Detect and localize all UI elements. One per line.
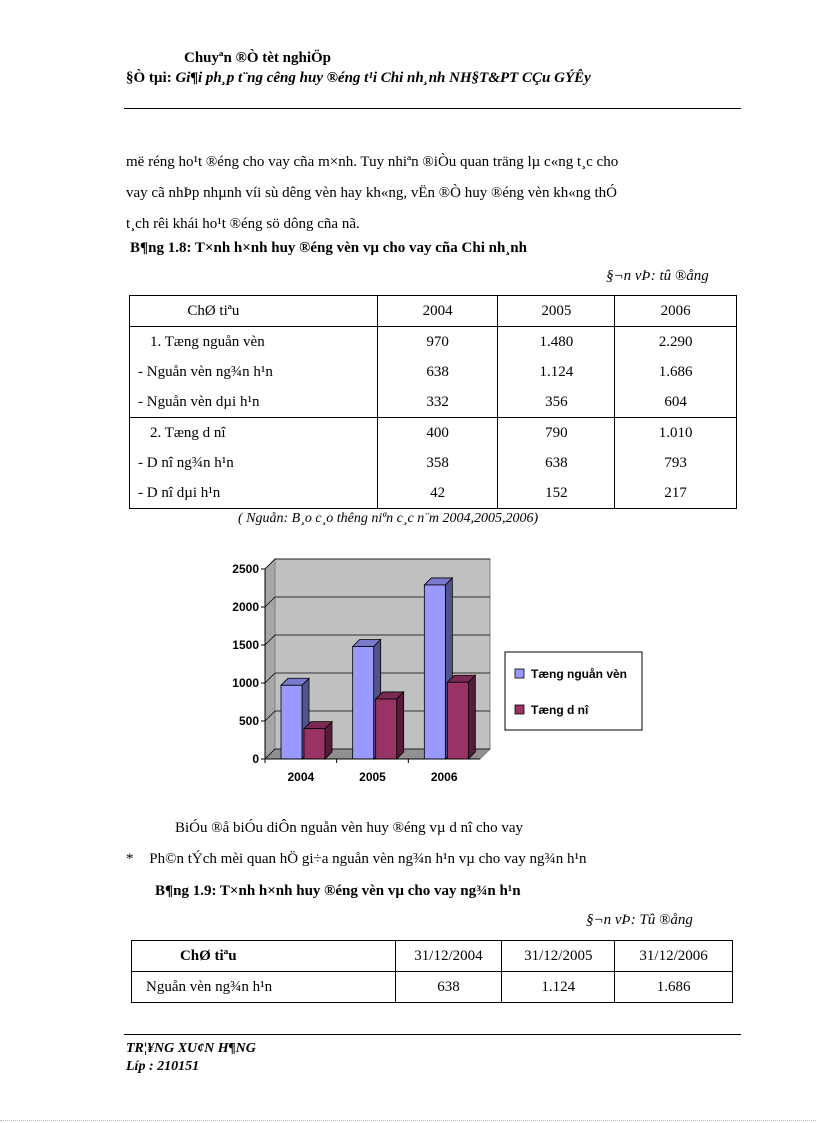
- bar: [304, 729, 325, 759]
- table-row-group: [130, 418, 737, 509]
- page-edge-divider: [0, 1120, 816, 1121]
- y-tick-label: 2000: [232, 600, 259, 614]
- table-row-group: [130, 327, 737, 418]
- table-header-cell: 31/12/2006: [639, 948, 708, 964]
- y-tick-label: 2500: [232, 562, 259, 576]
- row-label: 2. Tæng d nî: [150, 425, 226, 441]
- table-cell: 152: [545, 485, 568, 501]
- table-header-cell: ChØ tiªu: [187, 303, 240, 319]
- table-header-cell: 2006: [660, 303, 691, 319]
- table-cell: 358: [426, 455, 449, 471]
- topic-prefix: §Ò tµi:: [126, 70, 176, 86]
- table-cell: 970: [426, 334, 449, 350]
- bullet-mark: *: [126, 851, 134, 867]
- body-paragraph: [126, 147, 740, 240]
- footer-divider: [124, 1034, 741, 1035]
- table-cell: 638: [437, 979, 460, 995]
- legend-box: [505, 652, 642, 730]
- table-2-unit: §¬n vÞ: Tû ®ång: [586, 912, 693, 928]
- row-label: - D nî ng¾n h¹n: [138, 455, 234, 471]
- chart-legend: [505, 652, 642, 730]
- bullet-item: [126, 851, 586, 868]
- legend-label: Tæng d nî: [531, 703, 589, 717]
- footer-author: TR¦¥NG XU¢N H¶NG: [126, 1041, 256, 1056]
- table-cell: 217: [664, 485, 687, 501]
- table-2: [131, 940, 733, 1003]
- table-header-cell: 31/12/2005: [524, 948, 593, 964]
- bar: [353, 647, 374, 759]
- row-label: - D nî dµi h¹n: [138, 485, 221, 501]
- table-header-row: [130, 296, 737, 327]
- paragraph-line: vay cã nhÞp nhµnh víi sù dêng vèn hay kh«ng, vËn ®Ò huy ®éng vèn kh«ng thÓ: [126, 185, 617, 201]
- table-cell: 638: [545, 455, 568, 471]
- table-cell: 1.124: [541, 979, 576, 995]
- header-divider: [124, 108, 741, 109]
- legend-swatch: [515, 669, 524, 678]
- bar: [376, 699, 397, 759]
- table-cell: 2.290: [658, 334, 693, 350]
- bullet-text: Ph©n tÝch mèi quan hÖ gi÷a nguån vèn ng¾n h¹n vµ cho vay ng¾n h¹n: [149, 851, 587, 867]
- x-tick-label: 2004: [287, 770, 315, 784]
- table-1-source: ( Nguån: B¸o c¸o thêng niªn c¸c n¨m 2004,2005,2006): [238, 511, 539, 526]
- chart-caption: BiÓu ®å biÓu diÔn nguån vèn huy ®éng vµ d nî cho vay: [175, 820, 524, 836]
- table-header-cell: 2004: [422, 303, 453, 319]
- y-tick-label: 1500: [232, 638, 259, 652]
- table-cell: 1.124: [539, 364, 574, 380]
- x-tick-label: 2005: [359, 770, 386, 784]
- table-cell: 356: [545, 394, 568, 410]
- table-1: [129, 295, 737, 509]
- table-cell: 400: [426, 425, 449, 441]
- chart-side-wall: [265, 559, 275, 759]
- row-label: - Nguån vèn dµi h¹n: [138, 394, 260, 410]
- paragraph-line: më réng ho¹t ®éng cho vay cña m×nh. Tuy nhiªn ®iÒu quan träng lµ c«ng t¸c cho: [126, 154, 619, 170]
- table-cell: 638: [426, 364, 449, 380]
- bar-side: [468, 675, 475, 759]
- x-tick-label: 2006: [430, 770, 458, 784]
- table-cell: 42: [430, 485, 446, 501]
- row-label: - Nguån vèn ng¾n h¹n: [138, 364, 273, 380]
- table-header-cell: ChØ tiªu: [179, 948, 237, 964]
- table-header-row: [132, 941, 733, 972]
- table-1-caption: B¶ng 1.8: T×nh h×nh huy ®éng vèn vµ cho vay cña Chi nh¸nh: [130, 240, 527, 256]
- y-tick-label: 500: [238, 714, 259, 728]
- paragraph-line: t¸ch rêi khái ho¹t ®éng sö dông cña nã.: [126, 216, 360, 232]
- table-cell: 790: [545, 425, 568, 441]
- table-header-cell: 2005: [541, 303, 572, 319]
- bar: [281, 685, 302, 759]
- table-cell: 1.480: [539, 334, 574, 350]
- table-cell: 604: [664, 394, 687, 410]
- legend-label: Tæng nguån vèn: [531, 667, 627, 681]
- table-cell: 1.686: [658, 364, 693, 380]
- document-header-title: Chuyªn ®Ò tèt nghiÖp: [184, 50, 331, 66]
- table-cell: 1.010: [658, 425, 693, 441]
- bar: [424, 585, 445, 759]
- y-tick-label: 1000: [232, 676, 259, 690]
- table-row: [132, 972, 733, 1003]
- document-header-topic: [126, 70, 591, 87]
- table-cell: 793: [664, 455, 687, 471]
- table-cell: 1.686: [656, 979, 691, 995]
- bar-side: [397, 692, 404, 759]
- topic-title: Gi¶i ph¸p t¨ng cêng huy ®éng t¹i Chi nh¸nh NH§T&PT CÇu GÝÊy: [175, 70, 591, 86]
- table-cell: 332: [426, 394, 449, 410]
- bar-chart: [215, 555, 660, 790]
- table-header-cell: 31/12/2004: [414, 948, 483, 964]
- footer-class: Líp : 210151: [126, 1059, 200, 1074]
- table-1-unit: §¬n vÞ: tû ®ång: [606, 268, 709, 284]
- table-2-caption: B¶ng 1.9: T×nh h×nh huy ®éng vèn vµ cho vay ng¾n h¹n: [155, 883, 521, 899]
- row-label: Nguån vèn ng¾n h¹n: [146, 979, 273, 995]
- y-tick-label: 0: [252, 752, 259, 766]
- row-label: 1. Tæng nguån vèn: [150, 334, 265, 350]
- bar: [447, 682, 468, 759]
- legend-swatch: [515, 705, 524, 714]
